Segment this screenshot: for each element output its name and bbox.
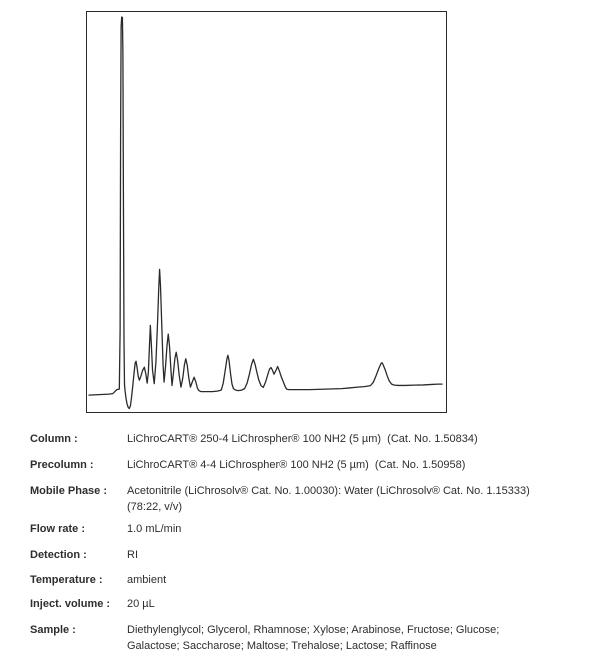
condition-value-column: LiChroCART® 250-4 LiChrospher® 100 NH2 (5 µm) (Cat. No. 1.50834) [127, 433, 478, 445]
condition-label-detection: Detection : [30, 549, 87, 561]
condition-label-flow-rate: Flow rate : [30, 523, 86, 535]
condition-value-sample: Diethylenglycol; Glycerol, Rhamnose; Xylose; Arabinose, Fructose; Glucose; Galactose; Saccharose; Maltose; Trehalose; Lactose; Raffinose [127, 624, 500, 652]
condition-value-detection: RI [127, 549, 138, 561]
condition-value-precolumn: LiChroCART® 4-4 LiChrospher® 100 NH2 (5 µm) (Cat. No. 1.50958) [127, 459, 466, 471]
condition-value-flow-rate: 1.0 mL/min [127, 523, 182, 535]
condition-value-inject-volume: 20 µL [127, 598, 155, 610]
condition-label-temperature: Temperature : [30, 574, 103, 586]
condition-value-temperature: ambient [127, 574, 167, 586]
condition-label-column: Column : [30, 433, 78, 445]
condition-value-mobile-phase: Acetonitrile (LiChrosolv® Cat. No. 1.00030): Water (LiChrosolv® Cat. No. 1.15333) (78:22, v/v) [127, 485, 530, 513]
condition-label-mobile-phase: Mobile Phase : [30, 485, 108, 497]
condition-label-inject-volume: Inject. volume : [30, 598, 111, 610]
condition-label-precolumn: Precolumn : [30, 459, 94, 471]
condition-label-sample: Sample : [30, 624, 76, 636]
